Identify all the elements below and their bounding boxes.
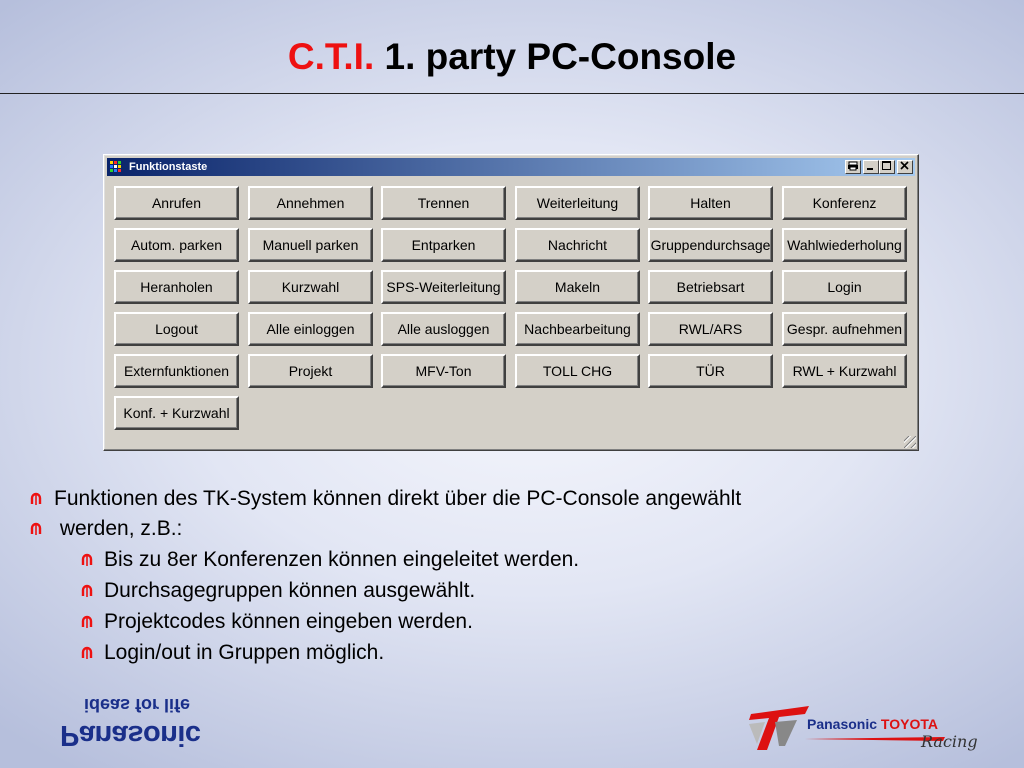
title-divider xyxy=(0,93,1024,94)
slide-title xyxy=(0,34,1024,80)
resize-grip[interactable] xyxy=(904,436,916,448)
bullet-marker-icon xyxy=(30,492,43,508)
function-button-betriebsart[interactable]: Betriebsart xyxy=(648,270,773,304)
sub-bullet-item: Login/out in Gruppen möglich. xyxy=(104,641,385,664)
sub-bullet-marker-icon xyxy=(81,553,94,569)
panasonic-wordmark: Panasonic xyxy=(60,719,201,751)
function-button-tür[interactable]: TÜR xyxy=(648,354,773,388)
function-button-login[interactable]: Login xyxy=(782,270,907,304)
function-button-halten[interactable]: Halten xyxy=(648,186,773,220)
title-accent: C.T.I. xyxy=(287,36,375,77)
app-icon xyxy=(110,161,124,173)
funktionstaste-window xyxy=(103,154,919,451)
function-button-rwl-kurzwahl[interactable]: RWL + Kurzwahl xyxy=(782,354,907,388)
function-button-mfv-ton[interactable]: MFV-Ton xyxy=(381,354,506,388)
function-button-wahlwiederholung[interactable]: Wahlwiederholung xyxy=(782,228,907,262)
toyota-brand-2: TOYOTA xyxy=(880,716,938,732)
function-button-autom-parken[interactable]: Autom. parken xyxy=(114,228,239,262)
toyota-brand-1: Panasonic xyxy=(807,716,881,732)
window-title: Funktionstaste xyxy=(129,161,208,173)
toyota-brand xyxy=(807,716,938,732)
function-button-anrufen[interactable]: Anrufen xyxy=(114,186,239,220)
function-button-logout[interactable]: Logout xyxy=(114,312,239,346)
function-button-entparken[interactable]: Entparken xyxy=(381,228,506,262)
function-button-externfunktionen[interactable]: Externfunktionen xyxy=(114,354,239,388)
function-button-gruppendurchsage[interactable]: Gruppendurchsage xyxy=(648,228,773,262)
sub-bullet-item: Bis zu 8er Konferenzen können eingeleitet werden. xyxy=(104,548,580,571)
bullet-item: werden, z.B.: xyxy=(54,517,183,540)
racing-script: Racing xyxy=(921,732,978,751)
panasonic-tagline: ideas for life xyxy=(84,695,191,715)
title-main: 1. party PC-Console xyxy=(384,36,737,77)
window-titlebar[interactable] xyxy=(107,158,915,176)
sub-bullet-item: Projektcodes können eingeben werden. xyxy=(104,610,473,633)
function-button-toll-chg[interactable]: TOLL CHG xyxy=(515,354,640,388)
print-icon[interactable] xyxy=(845,160,861,174)
function-button-weiterleitung[interactable]: Weiterleitung xyxy=(515,186,640,220)
function-button-makeln[interactable]: Makeln xyxy=(515,270,640,304)
function-button-annehmen[interactable]: Annehmen xyxy=(248,186,373,220)
function-button-nachbearbeitung[interactable]: Nachbearbeitung xyxy=(515,312,640,346)
function-button-alle-ausloggen[interactable]: Alle ausloggen xyxy=(381,312,506,346)
function-button-gespr-aufnehmen[interactable]: Gespr. aufnehmen xyxy=(782,312,907,346)
slide-header xyxy=(0,0,1024,94)
sub-bullet-marker-icon xyxy=(81,584,94,600)
bullet-item: Funktionen des TK-System können direkt über die PC-Console angewählt xyxy=(54,487,742,510)
function-button-rwl-ars[interactable]: RWL/ARS xyxy=(648,312,773,346)
function-button-trennen[interactable]: Trennen xyxy=(381,186,506,220)
function-button-manuell-parken[interactable]: Manuell parken xyxy=(248,228,373,262)
function-button-konferenz[interactable]: Konferenz xyxy=(782,186,907,220)
function-button-projekt[interactable]: Projekt xyxy=(248,354,373,388)
function-button-konf-kurzwahl[interactable]: Konf. + Kurzwahl xyxy=(114,396,239,430)
sub-bullet-marker-icon xyxy=(81,615,94,631)
function-button-alle-einloggen[interactable]: Alle einloggen xyxy=(248,312,373,346)
function-button-nachricht[interactable]: Nachricht xyxy=(515,228,640,262)
sub-bullet-item: Durchsagegruppen können ausgewählt. xyxy=(104,579,476,602)
minimize-icon[interactable] xyxy=(863,160,879,174)
function-button-kurzwahl[interactable]: Kurzwahl xyxy=(248,270,373,304)
close-icon[interactable] xyxy=(897,160,913,174)
panasonic-logo xyxy=(60,696,240,756)
sub-bullet-marker-icon xyxy=(81,646,94,662)
function-button-heranholen[interactable]: Heranholen xyxy=(114,270,239,304)
function-button-sps-weiterleitung[interactable]: SPS-Weiterleitung xyxy=(381,270,506,304)
maximize-icon[interactable] xyxy=(879,160,895,174)
bullet-marker-icon xyxy=(30,522,43,538)
panasonic-toyota-racing-logo xyxy=(745,700,1010,760)
